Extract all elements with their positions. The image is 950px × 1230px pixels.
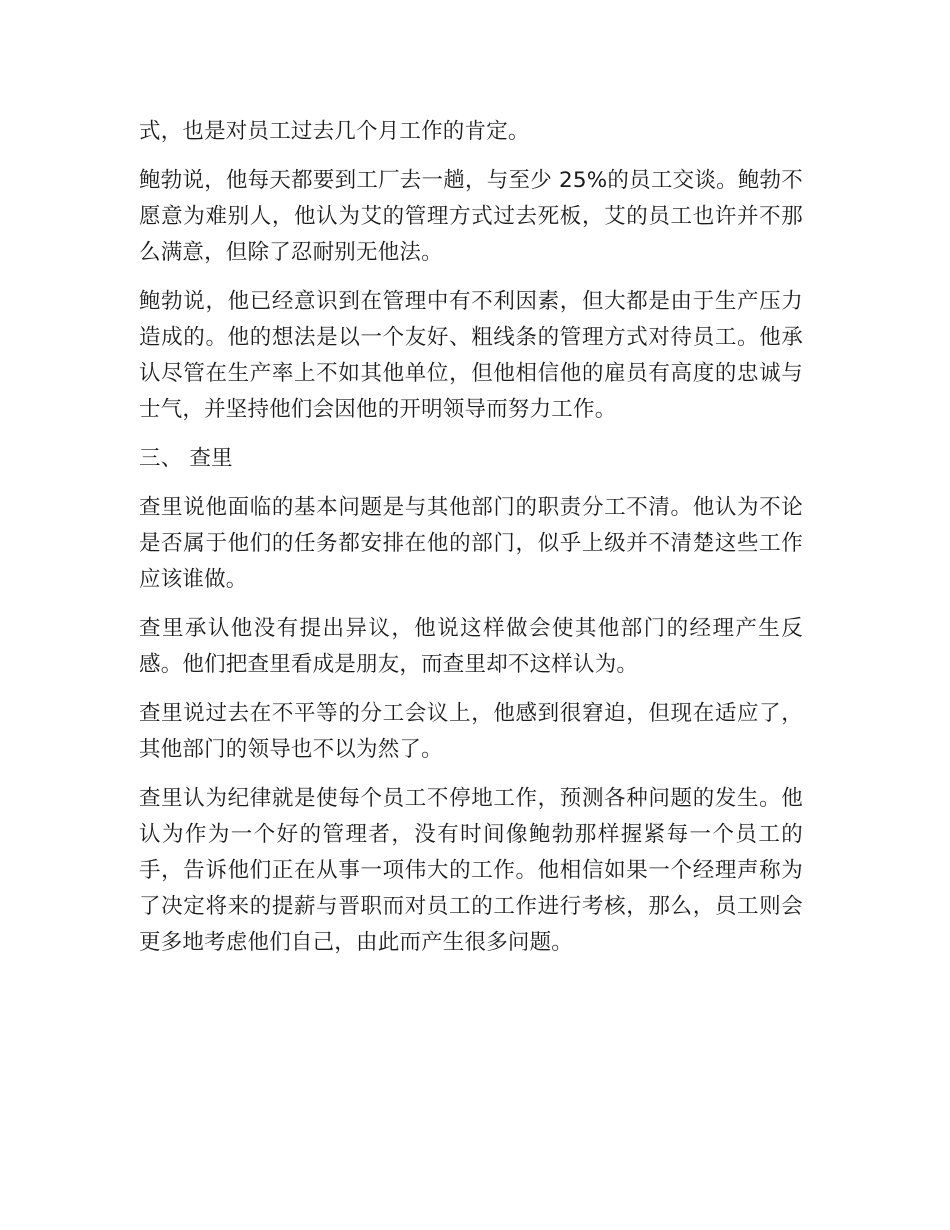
paragraph-bob-management: 鲍勃说，他已经意识到在管理中有不利因素，但大都是由于生产压力造成的。他的想法是以一个友好、粗线条的管理方式对待员工。他承认尽管在生产率上不如其他单位，但他相信他的雇员有高度的忠诚与士气，并坚持他们会因他的开明领导而努力工作。 bbox=[139, 289, 803, 422]
paragraph-continuation: 式，也是对员工过去几个月工作的肯定。 bbox=[139, 119, 530, 144]
paragraph-charlie-no-objection: 查里承认他没有提出异议，他说这样做会使其他部门的经理产生反感。他们把查里看成是朋友，而查里却不这样认为。 bbox=[139, 616, 803, 677]
section-heading-charlie: 三、 查里 bbox=[139, 446, 233, 471]
paragraph-bob-visits: 鲍勃说，他每天都要到工厂去一趟，与至少 25%的员工交谈。鲍勃不愿意为难别人，他认为艾的管理方式过去死板，艾的员工也许并不那么满意，但除了忍耐别无他法。 bbox=[139, 168, 803, 265]
paragraph-charlie-problem: 查里说他面临的基本问题是与其他部门的职责分工不清。他认为不论是否属于他们的任务都安排在他的部门，似乎上级并不清楚这些工作应该谁做。 bbox=[139, 495, 803, 592]
paragraph-charlie-discipline: 查里认为纪律就是使每个员工不停地工作，预测各种问题的发生。他认为作为一个好的管理者，没有时间像鲍勃那样握紧每一个员工的手，告诉他们正在从事一项伟大的工作。他相信如果一个经理声称为了决定将来的提薪与晋职而对员工的工作进行考核，那么，员工则会更多地考虑他们自己，由此而产生很多问题。 bbox=[139, 786, 803, 955]
document-page bbox=[139, 114, 803, 974]
paragraph-charlie-meetings: 查里说过去在不平等的分工会议上，他感到很窘迫，但现在适应了，其他部门的领导也不以为然了。 bbox=[139, 701, 803, 762]
